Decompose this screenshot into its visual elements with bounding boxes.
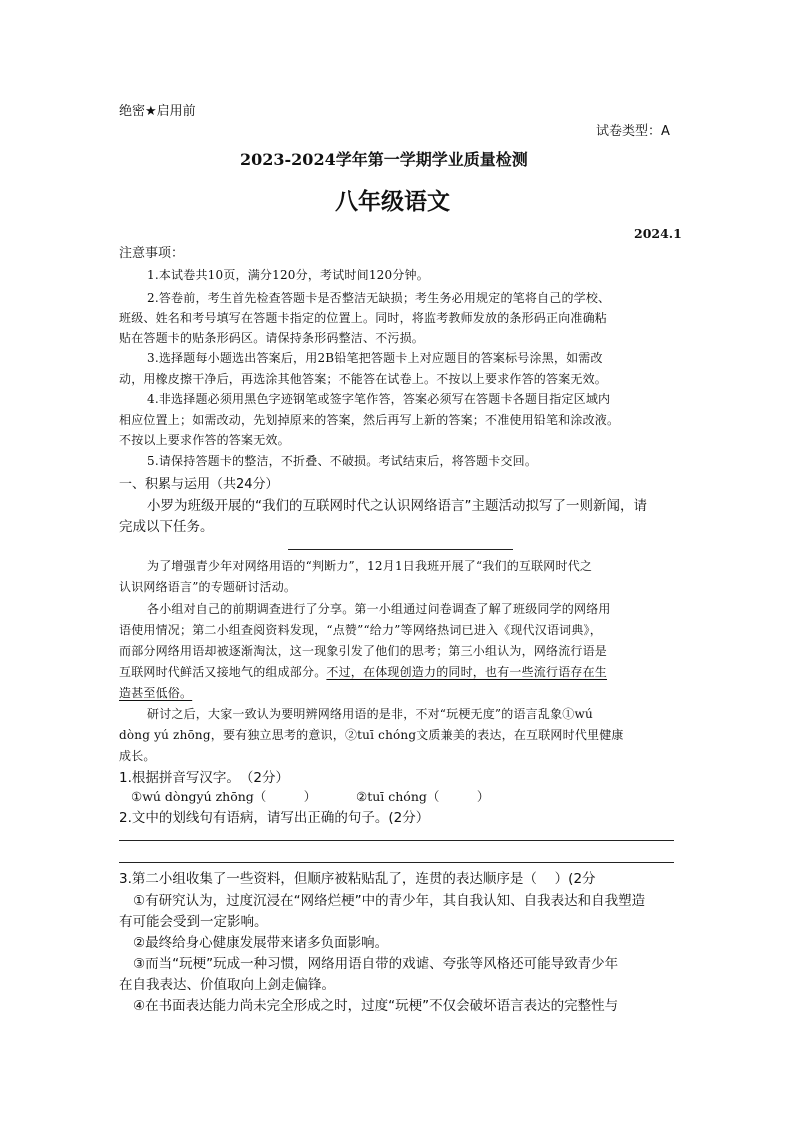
notice-item: 不按以上要求作答的答案无效。 <box>119 433 290 447</box>
exam-date: 2024.1 <box>634 226 682 241</box>
news-line: 语使用情况；第二小组查阅资料发现，“点赞”“给力”等网络热词已进入《现代汉语词典》， <box>119 623 602 637</box>
notice-item: 动，用橡皮擦干净后，再选涂其他答案；不能答在试卷上。不按以上要求作答的答案无效。 <box>119 372 608 386</box>
news-text: 互联网时代鲜活又接地气的组成部分。 <box>119 665 327 679</box>
exam-title: 2023-2024学年第一学期学业质量检测 <box>240 150 528 169</box>
question-2: 2.文中的划线句有语病，请写出正确的句子。(2分） <box>119 810 430 826</box>
news-line: 研讨之后，大家一致认为要明辨网络用语的是非，不对“玩梗无度”的语言乱象①wú <box>147 707 593 721</box>
q3-option-4: ④在书面表达能力尚未完全形成之时，过度“玩梗”不仅会破坏语言表达的完整性与 <box>133 998 619 1014</box>
answer-line[interactable] <box>119 862 674 863</box>
section-intro: 小罗为班级开展的“我们的互联网时代之认识网络语言”主题活动拟写了一则新闻，请 <box>147 498 647 514</box>
news-line: 认识网络语言”的专题研讨活动。 <box>119 580 297 594</box>
news-line: 各小组对自己的前期调查进行了分享。第一小组通过问卷调查了解了班级同学的网络用 <box>147 602 611 616</box>
section-heading: 一、积累与运用（共24分） <box>119 477 279 492</box>
news-line <box>119 663 607 680</box>
q3-option-2: ②最终给身心健康发展带来诸多负面影响。 <box>133 935 389 951</box>
q1-blank-b[interactable]: ②tuī chóng（ ） <box>356 789 490 804</box>
notice-item: 3.选择题每小题选出答案后，用2B铅笔把答题卡上对应题目的答案标号涂黑，如需改 <box>147 351 603 365</box>
question-3: 3.第二小组收集了一些资料，但顺序被粘贴乱了，连贯的表达顺序是（ ）(2分 <box>119 871 596 887</box>
section-intro-cont: 完成以下任务。 <box>119 519 214 535</box>
notice-item: 贴在答题卡的贴条形码区。请保持条形码整洁、不污损。 <box>119 331 425 345</box>
notice-item: 1.本试卷共10页，满分120分，考试时间120分钟。 <box>147 268 429 282</box>
notice-item: 5.请保持答题卡的整洁，不折叠、不破损。考试结束后，将答题卡交回。 <box>147 454 538 468</box>
notice-item: 相应位置上；如需改动，先划掉原来的答案，然后再写上新的答案；不准使用铅笔和涂改液。 <box>119 413 620 427</box>
subject-title: 八年级语文 <box>335 189 450 215</box>
confidential-label: 绝密★启用前 <box>119 104 196 119</box>
answer-line[interactable] <box>119 840 674 841</box>
paper-type: 试卷类型：A <box>596 124 670 139</box>
news-line: 为了增强青少年对网络用语的“判断力”，12月1日我班开展了“我们的互联网时代之 <box>147 559 593 573</box>
notice-item: 班级、姓名和考号填写在答题卡指定的位置上。同时，将监考教师发放的条形码正向准确粘 <box>119 311 608 325</box>
question-1: 1.根据拼音写汉字。 （2分） <box>119 770 289 786</box>
q3-option-1-cont: 有可能会受到一定影响。 <box>119 914 268 930</box>
news-line: 成长。 <box>119 749 156 763</box>
notice-item: 2.答卷前，考生首先检查答题卡是否整洁无缺损；考生务必用规定的笔将自己的学校、 <box>147 291 611 305</box>
news-title-blank <box>288 549 513 550</box>
news-line: 而部分网络用语却被逐渐淘汰，这一现象引发了他们的思考；第三小组认为，网络流行语是 <box>119 644 608 658</box>
news-line: dòng yú zhōng，要有独立思考的意识，②tuī chóng文质兼美的表达，在互联网时代里健康 <box>119 728 624 742</box>
q3-option-1: ①有研究认为，过度沉浸在“网络烂梗”中的青少年，其自我认知、自我表达和自我塑造 <box>133 893 646 909</box>
notice-heading: 注意事项： <box>119 246 185 261</box>
notice-item: 4.非选择题必须用黑色字迹钢笔或签字笔作答，答案必须写在答题卡各题目指定区域内 <box>147 392 611 406</box>
underlined-sentence: 不过，在体现创造力的同时，也有一些流行语存在生 <box>326 665 608 679</box>
q3-option-3: ③而当“玩梗”玩成一种习惯，网络用语自带的戏谑、夸张等风格还可能导致青少年 <box>133 956 619 972</box>
underlined-sentence-end: 造甚至低俗。 <box>119 686 193 700</box>
q1-blank-a[interactable]: ①wú dòngyú zhōng（ ） <box>131 789 317 804</box>
q3-option-3-cont: 在自我表达、价值取向上剑走偏锋。 <box>119 977 335 993</box>
